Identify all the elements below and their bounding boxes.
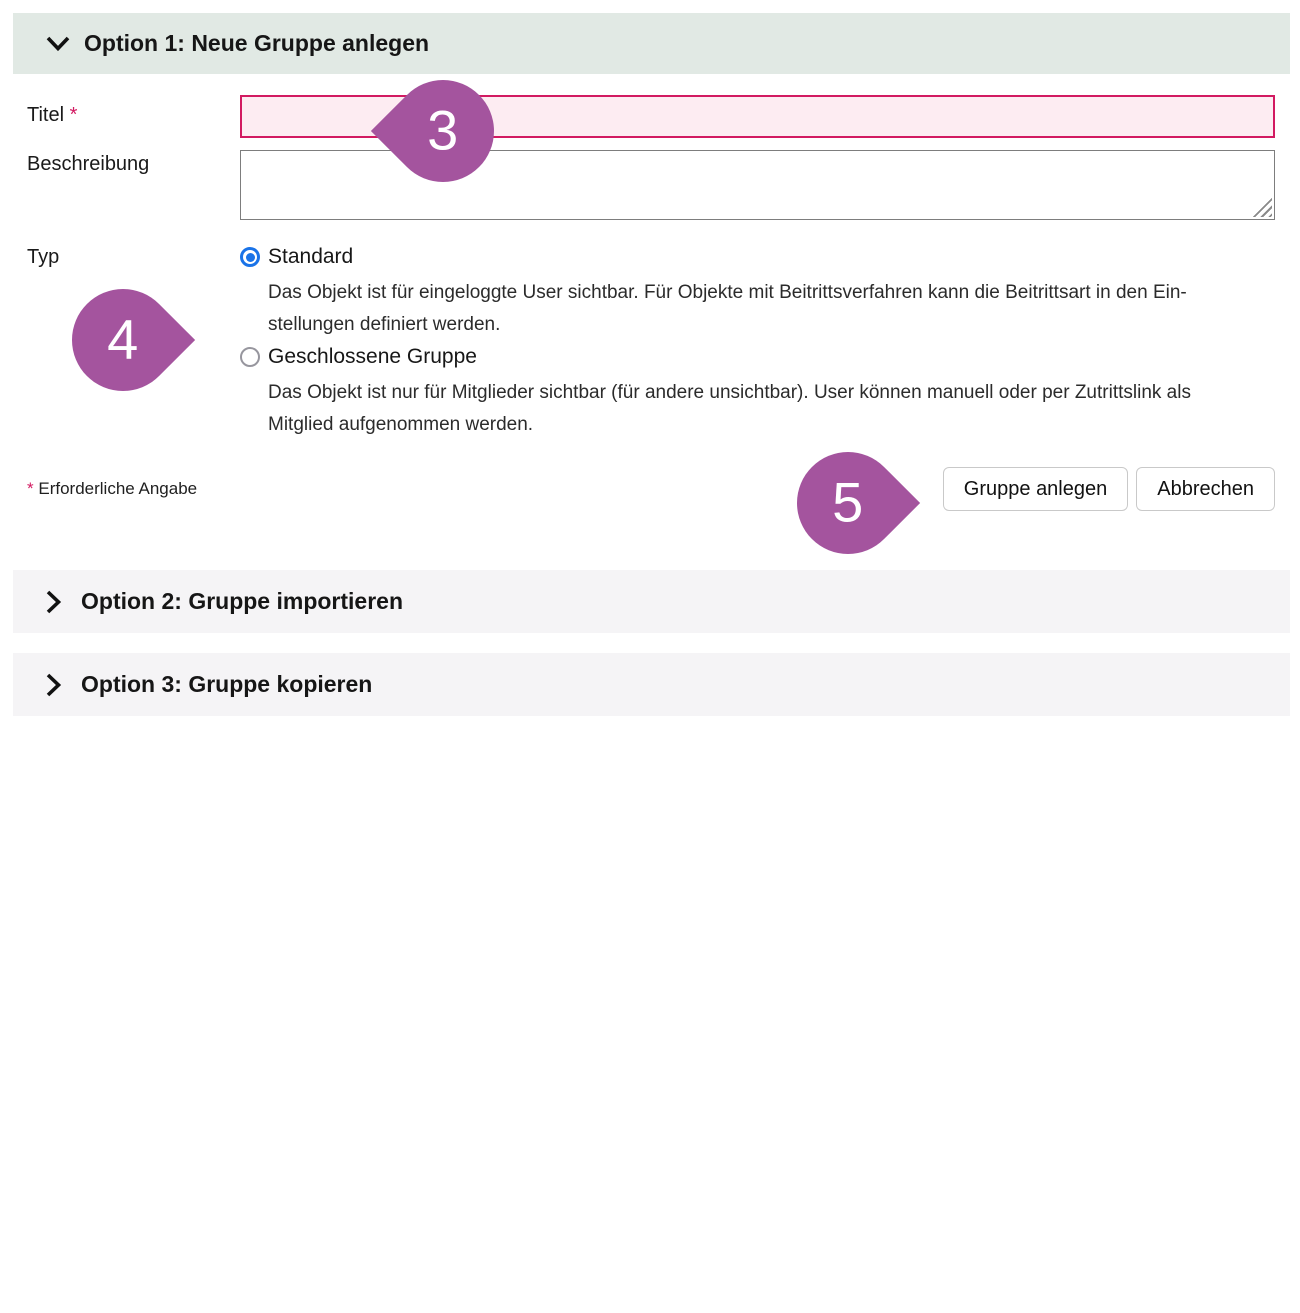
title-label: Titel *: [27, 104, 78, 126]
type-radio-group: [240, 245, 1275, 441]
annotation-balloon-3: 3: [371, 59, 515, 203]
description-textarea[interactable]: [240, 150, 1275, 220]
chevron-right-icon: [45, 672, 63, 698]
chevron-down-icon: [45, 35, 71, 53]
form-actions: [943, 467, 1275, 511]
annotation-balloon-4: 4: [51, 268, 195, 412]
accordion-option2-header[interactable]: [13, 570, 1290, 633]
radio-option-standard[interactable]: Standard: [240, 245, 1275, 269]
cancel-button[interactable]: Abbrechen: [1136, 467, 1275, 511]
radio-standard-description: Das Objekt ist für eingeloggte User sichtbar. Für Objekte mit Beitrittsverfahren kann die Beitrittsart in den Ein- stellungen definiert werden.: [268, 282, 1187, 335]
annotation-balloon-5: 5: [776, 431, 920, 575]
chevron-right-icon: [45, 589, 63, 615]
radio-option-closed-group[interactable]: Geschlossene Gruppe: [240, 345, 1275, 369]
accordion-option1-header[interactable]: [13, 13, 1290, 74]
accordion-option1-title: Option 1: Neue Gruppe anlegen: [84, 30, 430, 56]
accordion-option3-title: Option 3: Gruppe kopieren: [81, 671, 373, 697]
required-asterisk: *: [69, 104, 78, 126]
radio-unchecked-icon[interactable]: [240, 347, 260, 367]
create-group-form: [0, 95, 1300, 570]
create-group-button[interactable]: Gruppe anlegen: [943, 467, 1128, 511]
radio-closed-group-description: Das Objekt ist nur für Mitglieder sichtbar (für andere unsichtbar). User können manuell oder per Zutrittslink als Mitglied aufgenommen werden.: [268, 382, 1191, 435]
radio-checked-icon[interactable]: [240, 247, 260, 267]
description-label: Beschreibung: [27, 153, 150, 175]
required-note-asterisk: *: [27, 479, 34, 498]
type-label: Typ: [27, 246, 60, 268]
description-textarea-wrap: [240, 150, 1275, 220]
accordion-option2-title: Option 2: Gruppe importieren: [81, 588, 404, 614]
accordion-option3-header[interactable]: [13, 653, 1290, 716]
required-note: * Erforderliche Angabe: [27, 479, 198, 498]
group-creation-page: [0, 13, 1300, 1313]
